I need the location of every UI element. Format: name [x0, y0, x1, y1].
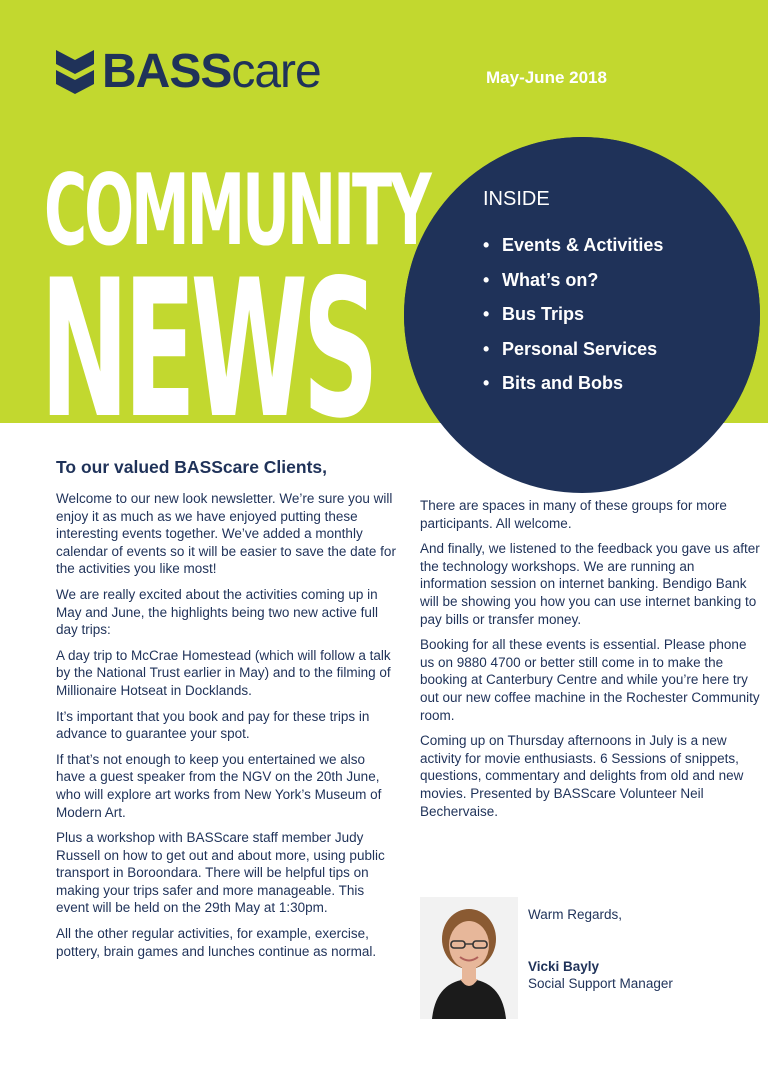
paragraph: And finally, we listened to the feedback you gave us after the technology workshops. We are running an information session on internet banking. Bendigo Bank will be showing you how you can use internet banking to pay bills or transfer money.: [420, 541, 760, 627]
inside-title: INSIDE: [483, 188, 550, 210]
bullet-icon: •: [483, 373, 490, 394]
bullet-icon: •: [483, 269, 490, 290]
signoff: [420, 897, 720, 1019]
paragraph: Booking for all these events is essential. Please phone us on 9880 4700 or better still come in to make the booking at Canterbury Centre and while you’re here try out our new coffee machine in the Rochester Community room.: [420, 637, 760, 723]
letter-greeting: To our valued BASScare Clients,: [56, 457, 327, 477]
signer-photo: [420, 897, 518, 1019]
inside-list: [483, 232, 663, 405]
logo-wordmark: [102, 46, 321, 98]
headline-news: NEWS: [40, 239, 374, 423]
letter-column-left: [56, 490, 396, 968]
closing: Warm Regards,: [528, 907, 623, 922]
paragraph: If that’s not enough to keep you entertained we also have a guest speaker from the NGV on the 20th June, who will explore art works from New York’s Museum of Modern Art.: [56, 751, 382, 820]
inside-item: • What’s on?: [483, 267, 663, 302]
header-banner: [0, 0, 768, 423]
paragraph: All the other regular activities, for example, exercise, pottery, brain games and lunches continue as normal.: [56, 926, 377, 959]
signer-role: Social Support Manager: [528, 976, 673, 992]
inside-item: • Bus Trips: [483, 301, 663, 336]
paragraph: A day trip to McCrae Homestead (which will follow a talk by the National Trust earlier in May) and to the filming of Millionaire Hotseat in Docklands.: [56, 647, 391, 698]
issue-date: May-June 2018: [486, 68, 607, 87]
inside-item: • Personal Services: [483, 336, 663, 371]
paragraph: Coming up on Thursday afternoons in July is a new activity for movie enthusiasts. 6 Sessions of snippets, questions, commentary and delights from old and new movies. Presented by BASScare Volunteer Neil Bechervaise.: [420, 733, 744, 819]
letter-column-right: [420, 497, 760, 828]
paragraph: Welcome to our new look newsletter. We’re sure you will enjoy it as much as we have enjoyed putting these interesting events together. We’ve added a monthly calendar of events so it will be easier to save the date for the activities you like most!: [56, 491, 396, 577]
paragraph: There are spaces in many of these groups for more participants. All welcome.: [420, 498, 727, 531]
paragraph: It’s important that you book and pay for these trips in advance to guarantee your spot.: [56, 708, 370, 742]
logo-light: care: [231, 45, 321, 98]
inside-item: • Bits and Bobs: [483, 370, 663, 405]
portrait-icon: [420, 897, 518, 1019]
inside-item: • Events & Activities: [483, 232, 663, 267]
paragraph: We are really excited about the activities coming up in May and June, the highlights being two new active full day trips:: [56, 586, 378, 638]
signer-name: Vicki Bayly: [528, 958, 600, 974]
bullet-icon: •: [483, 338, 490, 359]
logo-bold: BASS: [102, 45, 232, 98]
paragraph: Plus a workshop with BASScare staff member Judy Russell on how to get out and about more, using public transport in Boroondara. There will be helpful tips on making your trips safer and more manageable. This event will be held on the 29th May at 1:30pm.: [56, 830, 385, 916]
chevron-logo-icon: [56, 50, 94, 94]
headline-community: COMMUNITY: [44, 154, 429, 268]
bullet-icon: •: [483, 235, 490, 255]
bullet-icon: •: [483, 304, 490, 325]
signoff-text: [528, 897, 673, 993]
